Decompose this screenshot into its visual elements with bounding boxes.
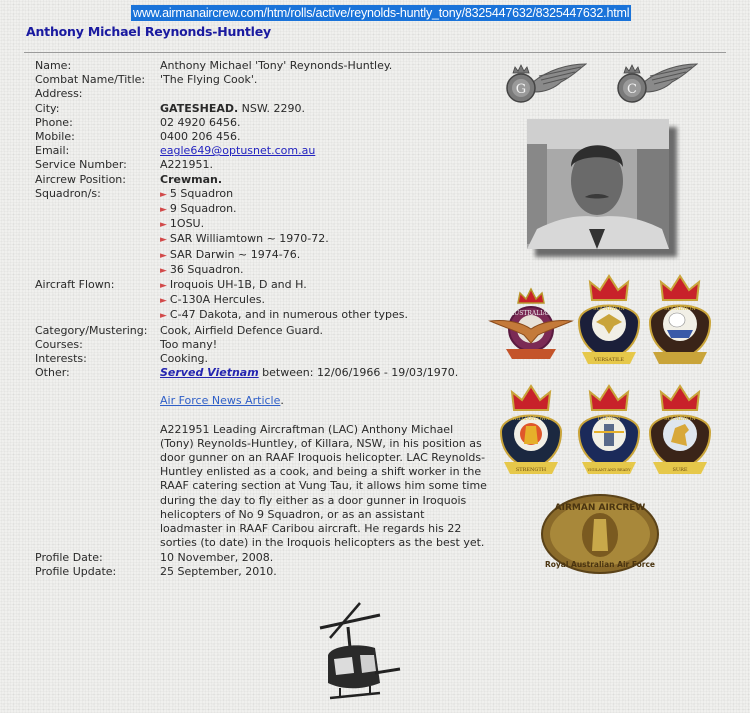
bullet-arrow-icon: ► <box>160 235 167 246</box>
profile-photo <box>527 119 669 249</box>
row-name <box>35 59 485 73</box>
label: Aircraft Flown: <box>35 278 115 292</box>
item-text: 9 Squadron. <box>169 202 237 216</box>
label: Profile Update: <box>35 564 117 578</box>
article-text: A221951 Leading Aircraftman (LAC) Anthony Michael (Tony) Reynolds-Huntley, of Killara, NSW, in his position as door gunner on an RAAF Iroquois helicopter. LAC Reynolds-Huntley enlisted as a cook, and being a shift worker in the RAAF catering section at Vung Tau, it allows him some time during the day to fly either as a door gunner in Iroquois helicopters of No 9 Squadron, or as an assistant loadmaster in RAAF Caribou aircraft. He regards his 22 sorties (to date) in the Iroquois helicopters as the best yet. <box>160 422 487 550</box>
list-item <box>160 248 485 263</box>
row-profile-date <box>35 551 485 565</box>
badge-text: SQUADRON <box>593 306 625 312</box>
row-interests <box>35 352 485 366</box>
iroquois-helicopter-icon <box>300 593 410 708</box>
airman-aircrew-buckle-icon <box>540 493 660 575</box>
name-value: Anthony Michael 'Tony' Reynonds-Huntley. <box>160 59 393 72</box>
air-force-news-link[interactable]: Air Force News Article <box>160 394 281 408</box>
crewman-wing-badge-icon <box>614 62 698 104</box>
service-value: A221951. <box>160 158 214 172</box>
row-courses <box>35 338 485 352</box>
badge-text: WILLIAMTOWN <box>512 417 550 422</box>
badge-motto: VERSATILE <box>593 357 625 363</box>
portrait-image <box>527 119 669 249</box>
bullet-arrow-icon: ► <box>160 296 167 307</box>
divider <box>24 52 726 53</box>
item-text: C-130A Hercules. <box>169 293 265 307</box>
phone-value: 02 4920 6456. <box>160 115 241 129</box>
category-value: Cook, Airfield Defence Guard. <box>160 323 324 337</box>
label: Phone: <box>35 115 73 129</box>
buckle-bottom-text: Royal Australian Air Force <box>544 560 656 569</box>
badge-motto: STRENGTH <box>515 467 547 473</box>
city-value <box>160 102 485 116</box>
other-value <box>160 366 490 550</box>
item-text: SAR Williamtown ~ 1970-72. <box>169 232 329 246</box>
badge-text: DARWIN <box>597 416 621 422</box>
label: Courses: <box>35 337 83 351</box>
bullet-arrow-icon: ► <box>160 250 167 261</box>
bullet-arrow-icon: ► <box>160 281 167 292</box>
city-name: GATESHEAD. <box>160 101 239 115</box>
profile-update-value: 25 September, 2010. <box>160 564 277 578</box>
row-other <box>35 366 485 550</box>
bullet-arrow-icon: ► <box>160 220 167 231</box>
item-text: 5 Squadron <box>169 186 234 200</box>
raaf-badge-icon <box>488 285 574 367</box>
label: Name: <box>35 59 72 72</box>
label: Aircrew Position: <box>35 172 126 186</box>
list-item <box>160 202 485 217</box>
label: Mobile: <box>35 130 75 144</box>
courses-value: Too many! <box>160 337 218 351</box>
label: City: <box>35 101 60 115</box>
item-text: Iroquois UH-1B, D and H. <box>169 278 307 292</box>
list-item <box>160 263 485 278</box>
badge-motto: VIGILANT AND READY <box>587 468 631 472</box>
bullet-arrow-icon: ► <box>160 205 167 216</box>
williamtown-badge-icon <box>496 380 566 478</box>
bullet-arrow-icon: ► <box>160 311 167 322</box>
address-value <box>160 87 485 101</box>
row-aircraft <box>35 278 485 324</box>
item-text: 1OSU. <box>169 217 205 231</box>
list-item <box>160 187 485 202</box>
list-item <box>160 293 485 308</box>
buckle-top-text: AIRMAN AIRCREW <box>554 503 646 513</box>
list-item <box>160 308 485 323</box>
row-profile-update <box>35 565 485 579</box>
combat-value: 'The Flying Cook'. <box>160 73 258 87</box>
row-mobile <box>35 130 485 144</box>
served-vietnam-link[interactable]: Served Vietnam <box>160 366 259 380</box>
email-link[interactable]: eagle649@optusnet.com.au <box>160 144 316 158</box>
aircraft-list <box>160 278 485 324</box>
service-dates: between: 12/06/1966 - 19/03/1970. <box>258 366 459 380</box>
36-squadron-badge-icon <box>645 380 715 478</box>
label: Address: <box>35 87 83 101</box>
row-email <box>35 144 485 158</box>
list-item <box>160 278 485 293</box>
page-title: Anthony Michael Reynonds-Huntley <box>26 24 271 39</box>
wing-letter: G <box>515 82 527 97</box>
mobile-value: 0400 206 456. <box>160 130 241 144</box>
badge-text: AUSTRALIAN <box>509 310 553 317</box>
label: Service Number: <box>35 158 127 172</box>
5-squadron-badge-icon <box>574 270 644 368</box>
row-phone <box>35 116 485 130</box>
item-text: 36 Squadron. <box>169 262 244 276</box>
label: Category/Mustering: <box>35 323 148 337</box>
profile-info <box>35 59 485 579</box>
position-value: Crewman. <box>160 172 223 186</box>
list-item <box>160 217 485 232</box>
interests-value: Cooking. <box>160 352 209 366</box>
row-squadrons <box>35 187 485 278</box>
label: Email: <box>35 144 70 158</box>
label: Profile Date: <box>35 550 103 564</box>
darwin-badge-icon <box>574 380 644 478</box>
profile-date-value: 10 November, 2008. <box>160 550 274 564</box>
row-city <box>35 102 485 116</box>
url-highlight[interactable]: www.airmanaircrew.com/htm/rolls/active/reynolds-huntly_tony/8325447632/8325447632.html <box>133 6 630 20</box>
squadron-list <box>160 187 485 278</box>
item-text: C-47 Dakota, and in numerous other types. <box>169 308 408 322</box>
badge-motto: SURE <box>672 467 688 473</box>
wing-letter: C <box>627 82 637 97</box>
badge-text: SQUADRON <box>664 416 696 422</box>
item-text: SAR Darwin ~ 1974-76. <box>169 247 301 261</box>
city-rest: NSW. 2290. <box>238 101 305 115</box>
row-position <box>35 173 485 187</box>
gunner-wing-badge-icon <box>503 62 587 104</box>
bullet-arrow-icon: ► <box>160 265 167 276</box>
row-category <box>35 324 485 338</box>
label: Squadron/s: <box>35 186 101 200</box>
label: Interests: <box>35 352 87 366</box>
bullet-arrow-icon: ► <box>160 189 167 200</box>
label: Other: <box>35 366 70 380</box>
period: . <box>280 394 284 408</box>
row-combat <box>35 73 485 87</box>
row-service <box>35 158 485 172</box>
9-squadron-badge-icon <box>645 270 715 368</box>
badge-text: SQUADRON <box>664 306 696 312</box>
row-address <box>35 87 485 101</box>
label: Combat Name/Title: <box>35 73 146 87</box>
list-item <box>160 232 485 247</box>
